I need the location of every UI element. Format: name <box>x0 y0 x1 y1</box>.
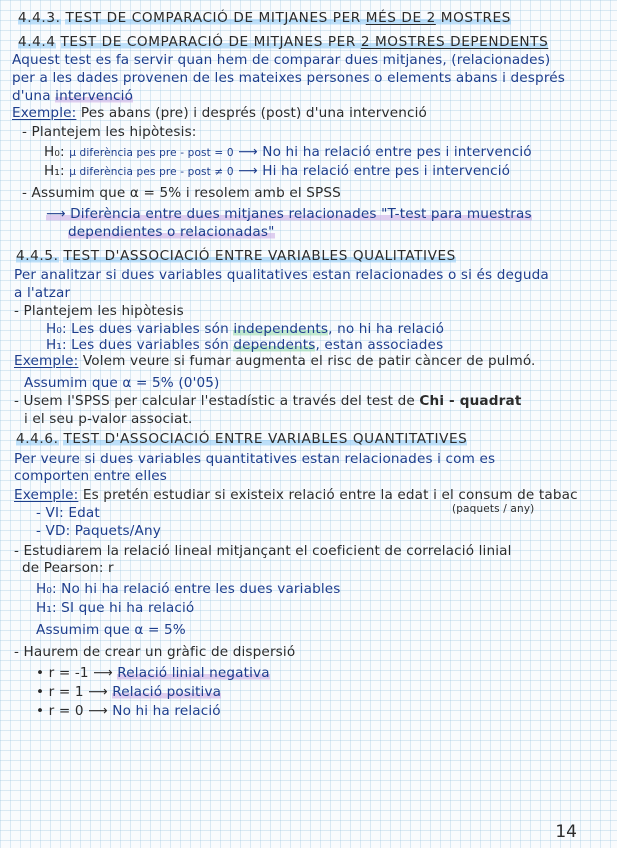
s444-paragraph-line1: Aquest test es fa servir quan hem de comparar dues mitjanes, (relacionades) <box>12 52 551 68</box>
s446-vi: - VI: Edat <box>36 505 100 521</box>
heading-443-tail: MOSTRES <box>435 10 511 26</box>
s444-paragraph-line2: per a les dades provenen de les mateixes persones o elements abans i després <box>12 70 566 86</box>
page-number: 14 <box>555 822 577 842</box>
example-label: Exemple: <box>14 353 79 369</box>
s446-example-unit: (paquets / any) <box>452 503 535 515</box>
s446-bullet-3: • r = 0 ⟶ No hi ha relació <box>36 703 221 719</box>
s444-arrow-line2: dependientes o relacionadas" <box>68 224 275 240</box>
s444-paragraph-line3: d'una intervenció <box>12 88 134 104</box>
example-text: Volem veure si fumar augmenta el risc de patir càncer de pulmó. <box>78 353 536 369</box>
s445-spss-line1: - Usem l'SPSS per calcular l'estadístic a través del test de Chi - quadrat <box>14 393 522 409</box>
s444-h1: H₁: μ diferència pes pre - post ≠ 0 ⟶ Hi ha relació entre pes i intervenció <box>44 163 511 179</box>
example-text: Es pretén estudiar si existeix relació entre la edat i el consum de tabac <box>78 487 578 503</box>
s444-h0: H₀: μ diferència pes pre - post = 0 ⟶ No hi ha relació entre pes i intervenció <box>44 144 532 160</box>
s446-bullet-2: • r = 1 ⟶ Relació positiva <box>36 684 222 700</box>
s445-example <box>14 352 536 370</box>
s446-paragraph-line1: Per veure si dues variables quantitatives estan relacionades i com es <box>14 451 496 467</box>
example-label: Exemple: <box>14 487 79 503</box>
heading-443-number: 4.4.3. <box>18 10 61 26</box>
s445-paragraph-line2: a l'atzar <box>14 285 71 301</box>
s446-assumim: Assumim que α = 5% <box>36 622 186 638</box>
heading-444 <box>18 33 548 51</box>
s445-h1: H₁: Les dues variables són dependents, estan associades <box>46 337 444 353</box>
s446-h1: H₁: SI que hi ha relació <box>36 600 195 616</box>
s446-estudiarem-line1: - Estudiarem la relació lineal mitjançant el coeficient de correlació linial <box>14 543 512 559</box>
heading-444-title: TEST DE COMPARACIÓ DE MITJANES PER <box>60 34 361 50</box>
s446-vd: - VD: Paquets/Any <box>36 523 161 539</box>
s444-example <box>12 104 427 122</box>
highlight-intervencio: intervenció <box>55 88 134 104</box>
heading-445-title: TEST D'ASSOCIACIÓ ENTRE VARIABLES QUALITATIVES <box>63 248 456 264</box>
heading-445-number: 4.4.5. <box>16 248 59 264</box>
example-label: Exemple: <box>12 105 77 121</box>
s444-arrow-line1: ⟶ Diferència entre dues mitjanes relacionades "T-test para muestras <box>46 206 532 222</box>
heading-443-underlined: MÉS DE 2 <box>365 10 436 26</box>
s446-estudiarem-line2: de Pearson: r <box>22 560 114 576</box>
heading-444-number: 4.4.4 <box>18 34 56 50</box>
example-text: Pes abans (pre) i després (post) d'una intervenció <box>76 105 428 121</box>
heading-443-title: TEST DE COMPARACIÓ DE MITJANES PER <box>65 10 366 26</box>
s444-assumim: - Assumim que α = 5% i resolem amb el SPSS <box>22 185 341 201</box>
s446-h0: H₀: No hi ha relació entre les dues variables <box>36 581 341 597</box>
s445-plantejem: - Plantejem les hipòtesis <box>14 303 184 319</box>
heading-446-number: 4.4.6. <box>16 431 59 447</box>
s445-h0: H₀: Les dues variables són independents, no hi ha relació <box>46 321 445 337</box>
heading-446-title: TEST D'ASSOCIACIÓ ENTRE VARIABLES QUANTITATIVES <box>63 431 468 447</box>
s446-paragraph-line2: comporten entre elles <box>14 468 167 484</box>
heading-445 <box>16 247 456 265</box>
s444-plantejem: - Plantejem les hipòtesis: <box>22 124 197 140</box>
heading-446 <box>16 430 467 448</box>
s445-paragraph-line1: Per analitzar si dues variables qualitatives estan relacionades o si és deguda <box>14 267 549 283</box>
heading-444-underlined: 2 MOSTRES DEPENDENTS <box>360 34 549 50</box>
s446-haurem: - Haurem de crear un gràfic de dispersió <box>14 644 296 660</box>
heading-443 <box>18 9 511 27</box>
s445-assumim: Assumim que α = 5% (0'05) <box>24 375 220 391</box>
s445-spss-line2: i el seu p-valor associat. <box>24 411 193 427</box>
s446-bullet-1: • r = -1 ⟶ Relació linial negativa <box>36 665 270 681</box>
